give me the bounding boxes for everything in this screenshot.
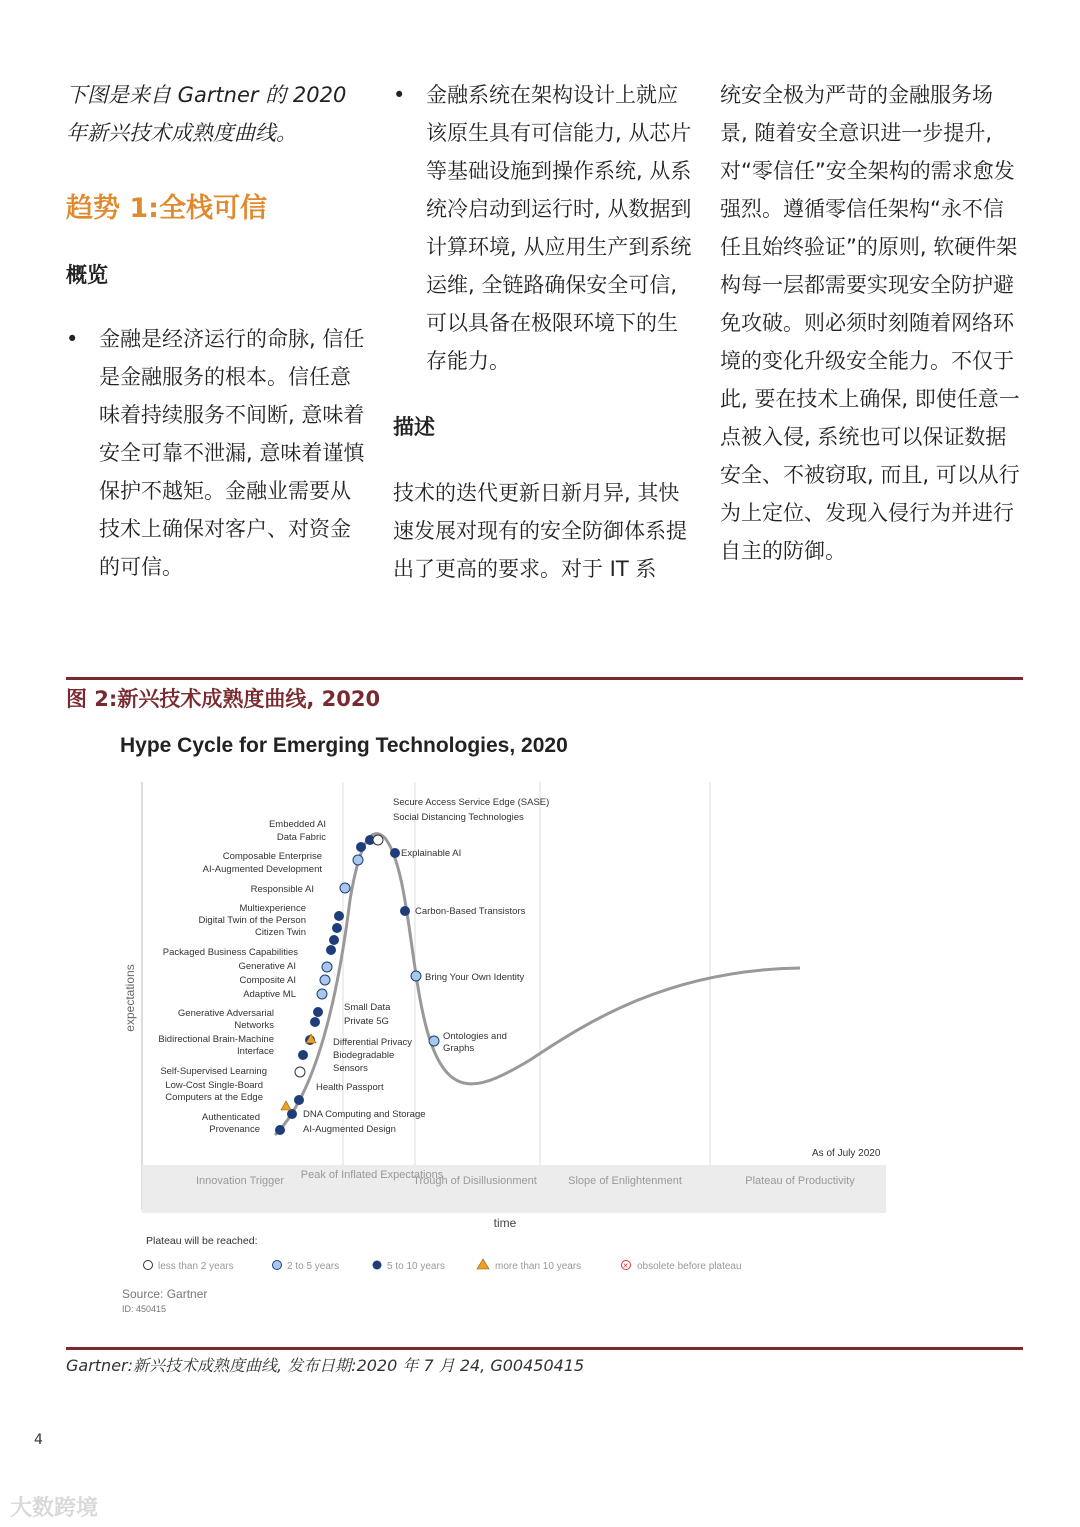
figure-title: 图 2:新兴技术成熟度曲线, 2020	[66, 687, 381, 711]
tech-label: Bring Your Own Identity	[425, 972, 525, 983]
marker-2-5	[411, 971, 421, 981]
tech-label: Adaptive ML	[243, 989, 296, 1000]
list-item	[393, 76, 693, 380]
marker-2-5	[320, 975, 330, 985]
marker-2-5	[340, 883, 350, 893]
tech-label: Private 5G	[344, 1016, 389, 1027]
text-column-1	[66, 76, 366, 586]
phase-label: Peak of Inflated Expectations	[300, 1169, 444, 1181]
tech-label: AI-Augmented Design	[303, 1124, 396, 1135]
description-text: 技术的迭代更新日新月异, 其快速发展对现有的安全防御体系提出了更高的要求。对于 IT 系	[393, 481, 687, 581]
chart-source: Source: Gartner	[122, 1287, 208, 1301]
marker-5-10	[298, 1050, 308, 1060]
tech-label: Authenticated	[201, 1112, 260, 1123]
marker-5-10	[294, 1095, 304, 1105]
tech-label: AI-Augmented Development	[202, 864, 322, 875]
marker-5-10	[313, 1007, 323, 1017]
tech-label: Generative AI	[238, 961, 296, 972]
tech-label: Biodegradable	[333, 1050, 395, 1061]
list-item	[66, 320, 366, 586]
legend-title: Plateau will be reached:	[146, 1235, 258, 1247]
left-labels	[158, 819, 326, 1135]
tech-label: Small Data	[344, 1002, 391, 1013]
chart-title: Hype Cycle for Emerging Technologies, 2020	[120, 734, 568, 757]
overview-heading: 概览	[66, 263, 108, 287]
figure-caption: Gartner:新兴技术成熟度曲线, 发布日期:2020 年 7 月 24, G00450415	[66, 1356, 585, 1375]
tech-label: Bidirectional Brain-Machine	[158, 1034, 274, 1045]
tech-label: Generative Adversarial	[177, 1008, 274, 1019]
tech-label: Explainable AI	[401, 848, 462, 859]
tech-label: Low-Cost Single-Board	[165, 1080, 263, 1091]
y-axis-label: expectations	[123, 964, 137, 1032]
marker-5-10	[326, 945, 336, 955]
trend-heading: 趋势 1:全栈可信	[66, 193, 267, 224]
marker-5-10	[332, 923, 342, 933]
marker-under-2	[373, 835, 383, 845]
marker-5-10	[275, 1125, 285, 1135]
tech-label: Health Passport	[316, 1082, 384, 1093]
text-column-3	[720, 76, 1020, 570]
tech-label: Packaged Business Capabilities	[162, 947, 298, 958]
legend-label: 5 to 10 years	[387, 1261, 445, 1272]
tech-label: Graphs	[443, 1043, 475, 1054]
as-of-label: As of July 2020	[812, 1148, 881, 1159]
overview-list-2	[393, 76, 693, 380]
tech-label: Differential Privacy	[333, 1037, 413, 1048]
x-axis-label: time	[493, 1216, 517, 1230]
legend-label: obsolete before plateau	[637, 1261, 742, 1272]
legend-label: more than 10 years	[495, 1261, 582, 1272]
legend-label: less than 2 years	[158, 1261, 234, 1272]
tech-label: Composable Enterprise	[222, 851, 322, 862]
tech-label: Social Distancing Technologies	[393, 812, 524, 823]
tech-label: Multiexperience	[239, 903, 306, 914]
legend-label: 2 to 5 years	[287, 1261, 340, 1272]
tech-label: Secure Access Service Edge (SASE)	[393, 797, 550, 808]
tech-label: Provenance	[209, 1124, 260, 1135]
tech-label: Responsible AI	[250, 884, 314, 895]
tech-label: DNA Computing and Storage	[303, 1109, 426, 1120]
legend-marker-over-10	[477, 1259, 489, 1269]
intro-text: 下图是来自 Gartner 的 2020 年新兴技术成熟度曲线。	[66, 83, 347, 145]
tech-label: Sensors	[333, 1063, 368, 1074]
marker-5-10	[310, 1017, 320, 1027]
obsolete-x-icon: ✕	[622, 1263, 629, 1270]
tech-label: Networks	[234, 1020, 274, 1031]
figure-top-rule	[66, 677, 1023, 680]
phase-label: Slope of Enlightenment	[568, 1175, 682, 1187]
tech-label: Citizen Twin	[254, 927, 306, 938]
marker-5-10	[287, 1109, 297, 1119]
chart-id: ID: 450415	[122, 1304, 167, 1314]
marker-2-5	[322, 962, 332, 972]
marker-2-5	[317, 989, 327, 999]
legend-marker-5-10	[373, 1261, 382, 1270]
text-column-2	[393, 76, 693, 588]
bullet: •	[393, 83, 406, 107]
hype-cycle-chart	[110, 720, 950, 1320]
phase-label: Innovation Trigger	[195, 1175, 285, 1187]
tech-label: Digital Twin of the Person	[198, 915, 306, 926]
marker-over-10	[281, 1101, 291, 1110]
marker-5-10	[356, 842, 366, 852]
overview-list	[66, 320, 366, 586]
tech-label: Interface	[237, 1046, 274, 1057]
marker-5-10	[390, 848, 400, 858]
watermark: 大数跨境	[10, 1496, 99, 1521]
page-number: 4	[34, 1432, 43, 1448]
legend-marker-2-5	[273, 1261, 282, 1270]
figure-bottom-rule	[66, 1347, 1023, 1350]
description-continued: 统安全极为严苛的金融服务场景, 随着安全意识进一步提升, 对“零信任”安全架构的需求愈发强烈。遵循零信任架构“永不信任且始终验证”的原则, 软硬件架构每一层都需要实现安全防护避免攻破。则必须时刻随着网络环境的变化升级安全能力。不仅于此, 要在技术上确保, 即使任意一点被入侵, 系统也可以保证数据安全、不被窃取, 而且, 可以从行为上定位、发现入侵行为并进行自主的防御。	[720, 83, 1020, 563]
legend	[144, 1259, 742, 1272]
tech-label: Composite AI	[239, 975, 296, 986]
tech-label: Computers at the Edge	[165, 1092, 263, 1103]
marker-5-10	[400, 906, 410, 916]
list-item-text: 金融是经济运行的命脉, 信任是金融服务的根本。信任意味着持续服务不间断, 意味着安全可靠不泄漏, 意味着谨慎保护不越矩。金融业需要从技术上确保对客户、对资金的可信。	[99, 327, 365, 579]
marker-under-2	[295, 1067, 305, 1077]
phase-band	[142, 1165, 886, 1213]
phase-label: Plateau of Productivity	[745, 1175, 855, 1187]
description-heading: 描述	[393, 415, 435, 439]
marker-5-10	[334, 911, 344, 921]
list-item-text: 金融系统在架构设计上就应该原生具有可信能力, 从芯片等基础设施到操作系统, 从系统冷启动到运行时, 从数据到计算环境, 从应用生产到系统运维, 全链路确保安全可信, 可以具备在极限环境下的生存能力。	[426, 83, 692, 373]
marker-2-5	[353, 855, 363, 865]
tech-label: Data Fabric	[276, 832, 326, 843]
tech-label: Embedded AI	[268, 819, 326, 830]
legend-marker-under-2	[144, 1261, 153, 1270]
marker-2-5	[429, 1036, 439, 1046]
tech-label: Self-Supervised Learning	[160, 1066, 267, 1077]
phase-label: Trough of Disillusionment	[413, 1175, 537, 1187]
marker-5-10	[329, 935, 339, 945]
tech-label: Carbon-Based Transistors	[415, 906, 526, 917]
bullet: •	[66, 327, 79, 351]
tech-label: Ontologies and	[443, 1031, 507, 1042]
